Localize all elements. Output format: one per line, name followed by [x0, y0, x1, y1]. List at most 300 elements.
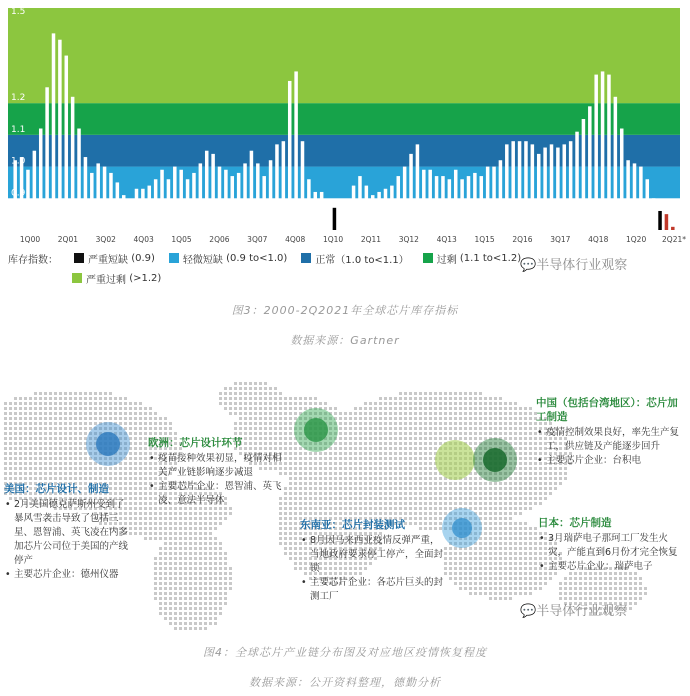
map-dot — [469, 407, 472, 410]
map-dot — [284, 422, 287, 425]
map-dot — [534, 527, 537, 530]
map-dot — [219, 402, 222, 405]
map-dot — [464, 582, 467, 585]
map-dot — [454, 422, 457, 425]
wechat-icon: 💬 — [520, 258, 537, 273]
map-dot — [199, 522, 202, 525]
map-dot — [134, 527, 137, 530]
map-dot — [309, 467, 312, 470]
map-dot — [89, 467, 92, 470]
bar — [639, 167, 643, 230]
map-dot — [119, 407, 122, 410]
bar — [90, 173, 94, 230]
map-dot — [194, 562, 197, 565]
map-dot — [14, 452, 17, 455]
map-dot — [199, 597, 202, 600]
map-dot — [149, 407, 152, 410]
map-dot — [564, 592, 567, 595]
map-dot — [449, 507, 452, 510]
map-dot — [164, 582, 167, 585]
list-item: • 疫苗接种效果初显，疫情对相关产业链影响逐步减退 — [158, 452, 290, 480]
map-dot — [414, 417, 417, 420]
map-dot — [219, 512, 222, 515]
map-dot — [69, 417, 72, 420]
map-dot — [59, 397, 62, 400]
map-dot — [589, 582, 592, 585]
map-dot — [504, 512, 507, 515]
map-dot — [424, 507, 427, 510]
map-dot — [339, 417, 342, 420]
map-dot — [299, 457, 302, 460]
map-dot — [184, 527, 187, 530]
map-dot — [559, 582, 562, 585]
map-dot — [499, 542, 502, 545]
map-dot — [54, 442, 57, 445]
map-dot — [619, 577, 622, 580]
bar — [26, 170, 30, 230]
map-dot — [154, 567, 157, 570]
map-dot — [134, 407, 137, 410]
map-dot — [594, 587, 597, 590]
map-dot — [319, 492, 322, 495]
map-dot — [379, 467, 382, 470]
map-dot — [74, 462, 77, 465]
map-dot — [479, 432, 482, 435]
map-dot — [469, 477, 472, 480]
map-dot — [604, 592, 607, 595]
map-dot — [379, 507, 382, 510]
map-dot — [229, 387, 232, 390]
map-dot — [199, 627, 202, 630]
map-dot — [129, 452, 132, 455]
map-dot — [324, 487, 327, 490]
map-dot — [44, 412, 47, 415]
map-dot — [429, 492, 432, 495]
map-dot — [574, 587, 577, 590]
map-dot — [454, 547, 457, 550]
map-dot — [454, 487, 457, 490]
map-dot — [339, 482, 342, 485]
map-dot — [229, 412, 232, 415]
map-dot — [169, 607, 172, 610]
map-dot — [349, 507, 352, 510]
map-dot — [149, 432, 152, 435]
map-dot — [464, 577, 467, 580]
map-dot — [24, 402, 27, 405]
map-dot — [499, 552, 502, 555]
map-dot — [479, 587, 482, 590]
map-dot — [9, 467, 12, 470]
map-dot — [154, 597, 157, 600]
map-dot — [604, 587, 607, 590]
map-dot — [64, 402, 67, 405]
map-dot — [49, 412, 52, 415]
map-dot — [374, 492, 377, 495]
map-dot — [489, 402, 492, 405]
region-list — [4, 498, 128, 582]
map-dot — [84, 477, 87, 480]
map-dot — [514, 567, 517, 570]
map-dot — [194, 607, 197, 610]
map-dot — [379, 432, 382, 435]
map-dot — [629, 577, 632, 580]
map-dot — [184, 522, 187, 525]
map-dot — [54, 417, 57, 420]
map-dot — [339, 492, 342, 495]
map-dot — [479, 577, 482, 580]
map-dot — [164, 537, 167, 540]
map-dot — [434, 422, 437, 425]
map-dot — [369, 442, 372, 445]
map-dot — [69, 407, 72, 410]
map-dot — [49, 422, 52, 425]
map-dot — [384, 432, 387, 435]
map-dot — [474, 497, 477, 500]
map-dot — [14, 397, 17, 400]
map-dot — [349, 437, 352, 440]
map-dot — [279, 432, 282, 435]
map-dot — [164, 542, 167, 545]
map-dot — [264, 382, 267, 385]
map-dot — [524, 407, 527, 410]
map-dot — [304, 492, 307, 495]
map-dot — [374, 472, 377, 475]
map-dot — [244, 402, 247, 405]
map-dot — [329, 487, 332, 490]
map-dot — [324, 512, 327, 515]
map-dot — [74, 437, 77, 440]
map-dot — [29, 462, 32, 465]
bar — [499, 160, 503, 230]
map-dot — [334, 482, 337, 485]
map-dot — [479, 402, 482, 405]
map-dot — [479, 567, 482, 570]
map-dot — [169, 577, 172, 580]
map-dot — [459, 572, 462, 575]
bar — [205, 151, 209, 230]
map-dot — [549, 477, 552, 480]
map-dot — [289, 512, 292, 515]
map-dot — [309, 472, 312, 475]
map-dot — [524, 527, 527, 530]
map-dot — [34, 412, 37, 415]
map-dot — [299, 452, 302, 455]
map-dot — [269, 392, 272, 395]
map-dot — [469, 572, 472, 575]
map-dot — [409, 432, 412, 435]
map-dot — [509, 537, 512, 540]
map-dot — [84, 417, 87, 420]
map-dot — [169, 422, 172, 425]
map-dot — [379, 492, 382, 495]
map-dot — [144, 507, 147, 510]
map-dot — [99, 392, 102, 395]
map-dot — [409, 497, 412, 500]
map-dot — [444, 402, 447, 405]
map-dot — [624, 587, 627, 590]
map-dot — [124, 412, 127, 415]
map-dot — [254, 412, 257, 415]
bar — [537, 154, 541, 230]
map-dot — [269, 402, 272, 405]
map-dot — [409, 487, 412, 490]
map-dot — [479, 417, 482, 420]
map-dot — [34, 452, 37, 455]
map-dot — [444, 417, 447, 420]
map-dot — [524, 422, 527, 425]
map-dot — [469, 562, 472, 565]
map-dot — [149, 522, 152, 525]
map-dot — [389, 482, 392, 485]
map-dot — [129, 472, 132, 475]
map-dot — [474, 572, 477, 575]
map-dot — [189, 522, 192, 525]
map-dot — [324, 402, 327, 405]
map-dot — [404, 452, 407, 455]
map-dot — [209, 592, 212, 595]
map-dot — [524, 427, 527, 430]
map-dot — [9, 432, 12, 435]
map-dot — [434, 502, 437, 505]
map-dot — [484, 427, 487, 430]
map-dot — [349, 412, 352, 415]
map-dot — [494, 537, 497, 540]
bar — [58, 40, 62, 230]
map-dot — [149, 427, 152, 430]
map-dot — [54, 397, 57, 400]
map-dot — [339, 452, 342, 455]
map-dot — [299, 512, 302, 515]
map-dot — [364, 402, 367, 405]
map-dot — [334, 452, 337, 455]
map-dot — [524, 542, 527, 545]
map-dot — [399, 447, 402, 450]
map-dot — [499, 397, 502, 400]
list-item: • 主要芯片企业：德州仪器 — [14, 568, 128, 582]
map-dot — [384, 427, 387, 430]
map-dot — [514, 572, 517, 575]
map-dot — [9, 437, 12, 440]
map-dot — [334, 507, 337, 510]
map-dot — [494, 577, 497, 580]
bar — [288, 81, 292, 230]
map-dot — [324, 497, 327, 500]
map-dot — [129, 412, 132, 415]
map-dot — [634, 587, 637, 590]
map-dot — [204, 612, 207, 615]
map-dot — [614, 592, 617, 595]
map-dot — [459, 582, 462, 585]
map-dot — [239, 417, 242, 420]
map-dot — [89, 402, 92, 405]
map-dot — [189, 597, 192, 600]
map-dot — [14, 417, 17, 420]
map-dot — [534, 582, 537, 585]
map-dot — [504, 582, 507, 585]
map-dot — [359, 502, 362, 505]
map-dot — [494, 592, 497, 595]
map-dot — [64, 437, 67, 440]
map-dot — [374, 437, 377, 440]
map-dot — [309, 487, 312, 490]
map-dot — [319, 497, 322, 500]
map-dot — [399, 407, 402, 410]
europe-marker-core — [304, 418, 328, 442]
map-dot — [369, 462, 372, 465]
map-dot — [584, 592, 587, 595]
map-dot — [404, 397, 407, 400]
map-dot — [274, 417, 277, 420]
map-dot — [89, 472, 92, 475]
map-dot — [439, 432, 442, 435]
map-dot — [399, 512, 402, 515]
map-dot — [489, 522, 492, 525]
bar — [275, 144, 279, 230]
map-dot — [519, 527, 522, 530]
bar — [96, 163, 100, 230]
map-dot — [244, 397, 247, 400]
map-dot — [94, 422, 97, 425]
map-dot — [229, 402, 232, 405]
map-dot — [499, 547, 502, 550]
bar — [71, 97, 75, 230]
region-usa — [4, 482, 128, 582]
map-dot — [184, 592, 187, 595]
map-dot — [579, 577, 582, 580]
map-dot — [194, 602, 197, 605]
map-dot — [614, 587, 617, 590]
map-dot — [104, 412, 107, 415]
map-dot — [499, 407, 502, 410]
map-dot — [404, 512, 407, 515]
map-dot — [154, 582, 157, 585]
map-dot — [464, 497, 467, 500]
map-dot — [529, 467, 532, 470]
map-dot — [529, 407, 532, 410]
map-dot — [514, 587, 517, 590]
map-dot — [499, 562, 502, 565]
map-dot — [324, 507, 327, 510]
map-dot — [504, 572, 507, 575]
bar — [333, 208, 337, 230]
map-dot — [489, 487, 492, 490]
map-dot — [14, 447, 17, 450]
map-dot — [354, 497, 357, 500]
map-dot — [394, 482, 397, 485]
bar — [556, 148, 560, 230]
map-dot — [259, 427, 262, 430]
map-dot — [339, 437, 342, 440]
bar — [409, 154, 413, 230]
map-dot — [514, 487, 517, 490]
map-dot — [364, 412, 367, 415]
map-dot — [609, 582, 612, 585]
map-dot — [464, 432, 467, 435]
map-dot — [44, 437, 47, 440]
map-dot — [154, 427, 157, 430]
map-dot — [504, 547, 507, 550]
map-dot — [34, 472, 37, 475]
map-dot — [239, 397, 242, 400]
map-dot — [389, 432, 392, 435]
map-dot — [74, 457, 77, 460]
map-dot — [309, 507, 312, 510]
map-dot — [64, 472, 67, 475]
map-dot — [99, 397, 102, 400]
map-dot — [444, 407, 447, 410]
map-dot — [44, 447, 47, 450]
map-dot — [419, 402, 422, 405]
map-dot — [154, 422, 157, 425]
wechat-icon: 💬 — [520, 604, 537, 619]
map-dot — [209, 517, 212, 520]
map-dot — [74, 442, 77, 445]
map-dot — [479, 557, 482, 560]
map-dot — [474, 492, 477, 495]
map-dot — [494, 567, 497, 570]
map-dot — [409, 402, 412, 405]
map-dot — [509, 482, 512, 485]
map-dot — [514, 502, 517, 505]
bar — [422, 170, 426, 230]
map-dot — [474, 412, 477, 415]
map-dot — [229, 582, 232, 585]
map-dot — [534, 487, 537, 490]
map-dot — [414, 492, 417, 495]
map-dot — [624, 582, 627, 585]
map-dot — [524, 442, 527, 445]
map-dot — [444, 412, 447, 415]
map-dot — [414, 442, 417, 445]
map-dot — [79, 417, 82, 420]
map-dot — [219, 392, 222, 395]
map-dot — [44, 442, 47, 445]
map-dot — [429, 462, 432, 465]
map-dot — [499, 592, 502, 595]
map-dot — [634, 577, 637, 580]
map-dot — [539, 582, 542, 585]
map-dot — [209, 537, 212, 540]
map-dot — [49, 437, 52, 440]
map-dot — [164, 547, 167, 550]
bar — [345, 201, 349, 230]
map-dot — [334, 467, 337, 470]
map-dot — [104, 417, 107, 420]
map-dot — [589, 587, 592, 590]
map-dot — [194, 572, 197, 575]
region-list — [536, 426, 686, 468]
map-dot — [389, 397, 392, 400]
map-dot — [369, 422, 372, 425]
sea-marker-core — [452, 518, 472, 538]
map-dot — [384, 502, 387, 505]
map-dot — [19, 447, 22, 450]
map-dot — [424, 442, 427, 445]
map-dot — [114, 477, 117, 480]
map-dot — [54, 412, 57, 415]
map-dot — [524, 467, 527, 470]
map-dot — [144, 502, 147, 505]
map-dot — [179, 547, 182, 550]
map-dot — [24, 427, 27, 430]
map-dot — [484, 572, 487, 575]
map-dot — [344, 457, 347, 460]
map-dot — [284, 527, 287, 530]
map-dot — [434, 492, 437, 495]
map-dot — [299, 477, 302, 480]
map-dot — [554, 472, 557, 475]
map-dot — [19, 467, 22, 470]
